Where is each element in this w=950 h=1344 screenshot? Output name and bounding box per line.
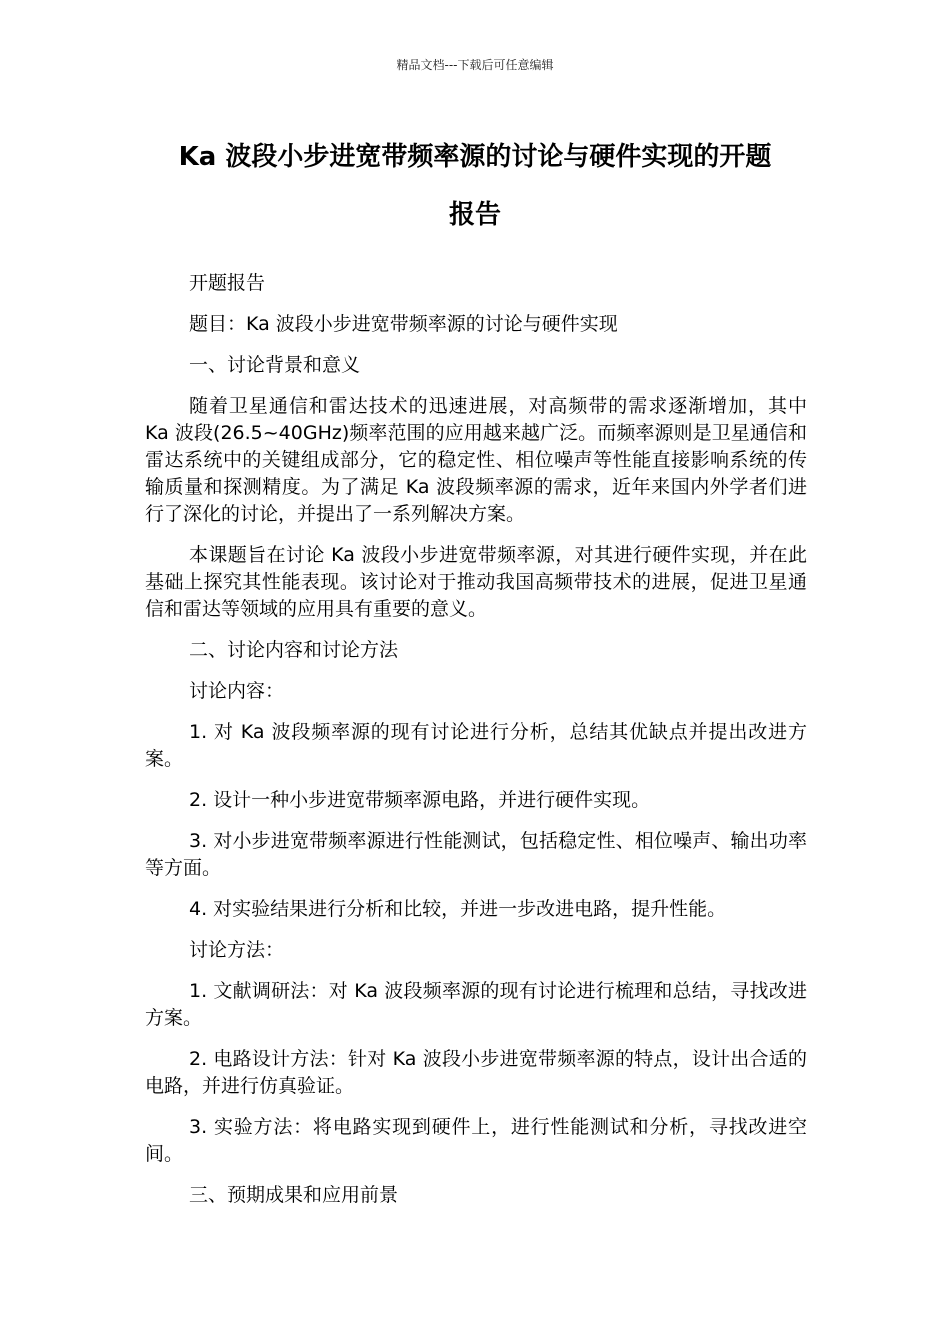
list-item: 2. 设计一种小步进宽带频率源电路，并进行硬件实现。: [189, 789, 651, 811]
subheading-method: 讨论方法：: [189, 939, 285, 961]
section-heading-2: 二、讨论内容和讨论方法: [189, 639, 399, 661]
paragraph-label: 开题报告: [189, 272, 266, 294]
paragraph-background: 随着卫星通信和雷达技术的迅速进展，对高频带的需求逐渐增加，其中 Ka 波段(26.5~40GHz)频率范围的应用越来越广泛。而频率源则是卫星通信和雷达系统中的关键组成部分，它的稳定性、相位噪声等性能直接影响系统的传输质量和探测精度。为了满足 Ka 波段频率源的需求，近年来国内外学者们进行了深化的讨论，并提出了一系列解决方案。: [145, 395, 807, 525]
paragraph-topic: 题目：Ka 波段小步进宽带频率源的讨论与硬件实现: [189, 313, 618, 335]
title-line-2: 报告: [448, 200, 501, 230]
list-item: 1. 对 Ka 波段频率源的现有讨论进行分析，总结其优缺点并提出改进方案。: [145, 721, 807, 770]
header-note: 精品文档---下载后可任意编辑: [396, 58, 554, 72]
list-item: 2. 电路设计方法：针对 Ka 波段小步进宽带频率源的特点，设计出合适的电路，并进行仿真验证。: [145, 1048, 807, 1097]
document-title: [130, 128, 820, 244]
section-heading-3: 三、预期成果和应用前景: [189, 1184, 399, 1206]
list-item: 3. 实验方法：将电路实现到硬件上，进行性能测试和分析，寻找改进空间。: [145, 1116, 807, 1165]
subheading-content: 讨论内容：: [189, 680, 285, 702]
section-heading-1: 一、讨论背景和意义: [189, 354, 361, 376]
list-item: 4. 对实验结果进行分析和比较，并进一步改进电路，提升性能。: [189, 898, 727, 920]
list-item: 3. 对小步进宽带频率源进行性能测试，包括稳定性、相位噪声、输出功率等方面。: [145, 830, 807, 879]
document-body: [145, 270, 807, 1223]
list-item: 1. 文献调研法：对 Ka 波段频率源的现有讨论进行梳理和总结，寻找改进方案。: [145, 980, 807, 1029]
title-line-1: Ka 波段小步进宽带频率源的讨论与硬件实现的开题: [178, 142, 772, 172]
paragraph-purpose: 本课题旨在讨论 Ka 波段小步进宽带频率源，对其进行硬件实现，并在此基础上探究其性能表现。该讨论对于推动我国高频带技术的进展，促进卫星通信和雷达等领域的应用具有重要的意义。: [145, 544, 807, 620]
